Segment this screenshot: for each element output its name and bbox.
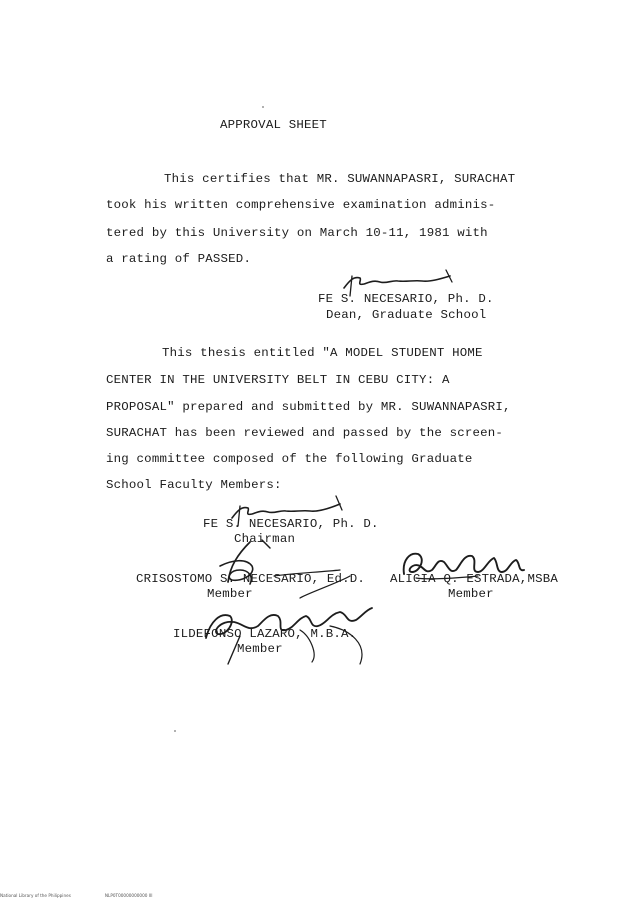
paper-speck bbox=[174, 730, 176, 732]
member2-name: ALICIA Q. ESTRADA,MSBA bbox=[390, 572, 558, 586]
thesis-line-2: CENTER IN THE UNIVERSITY BELT IN CEBU CITY: A bbox=[106, 373, 450, 387]
footer-archive-name: National Library of the Philippines bbox=[0, 893, 71, 898]
thesis-line-5: ing committee composed of the following Graduate bbox=[106, 452, 473, 466]
member3-role: Member bbox=[237, 642, 283, 656]
thesis-line-6: School Faculty Members: bbox=[106, 478, 282, 492]
member1-name: CRISOSTOMO S. NECESARIO, Ed.D. bbox=[136, 572, 366, 586]
dean-title: Dean, Graduate School bbox=[326, 308, 487, 322]
thesis-line-1: This thesis entitled "A MODEL STUDENT HOME bbox=[162, 346, 483, 360]
dean-name: FE S. NECESARIO, Ph. D. bbox=[318, 292, 494, 306]
footer-archive-code: NLP0T00000000000 III bbox=[104, 893, 153, 898]
member2-role: Member bbox=[448, 587, 494, 601]
chairman-name: FE S. NECESARIO, Ph. D. bbox=[203, 517, 379, 531]
archive-footer bbox=[0, 893, 186, 898]
paper-speck bbox=[262, 106, 264, 108]
certification-line-3: tered by this University on March 10-11, 1981 with bbox=[106, 226, 488, 240]
certification-line-4: a rating of PASSED. bbox=[106, 252, 252, 266]
member3-name: ILDEFONSO LAZARO, M.B.A. bbox=[173, 627, 357, 641]
member1-role: Member bbox=[207, 587, 253, 601]
chairman-role: Chairman bbox=[234, 532, 296, 546]
thesis-line-3: PROPOSAL" prepared and submitted by MR. SUWANNAPASRI, bbox=[106, 400, 511, 414]
certification-line-1: This certifies that MR. SUWANNAPASRI, SURACHAT bbox=[164, 172, 516, 186]
certification-line-2: took his written comprehensive examination adminis- bbox=[106, 198, 496, 212]
page-title: APPROVAL SHEET bbox=[220, 118, 327, 132]
thesis-line-4: SURACHAT has been reviewed and passed by the screen- bbox=[106, 426, 504, 440]
